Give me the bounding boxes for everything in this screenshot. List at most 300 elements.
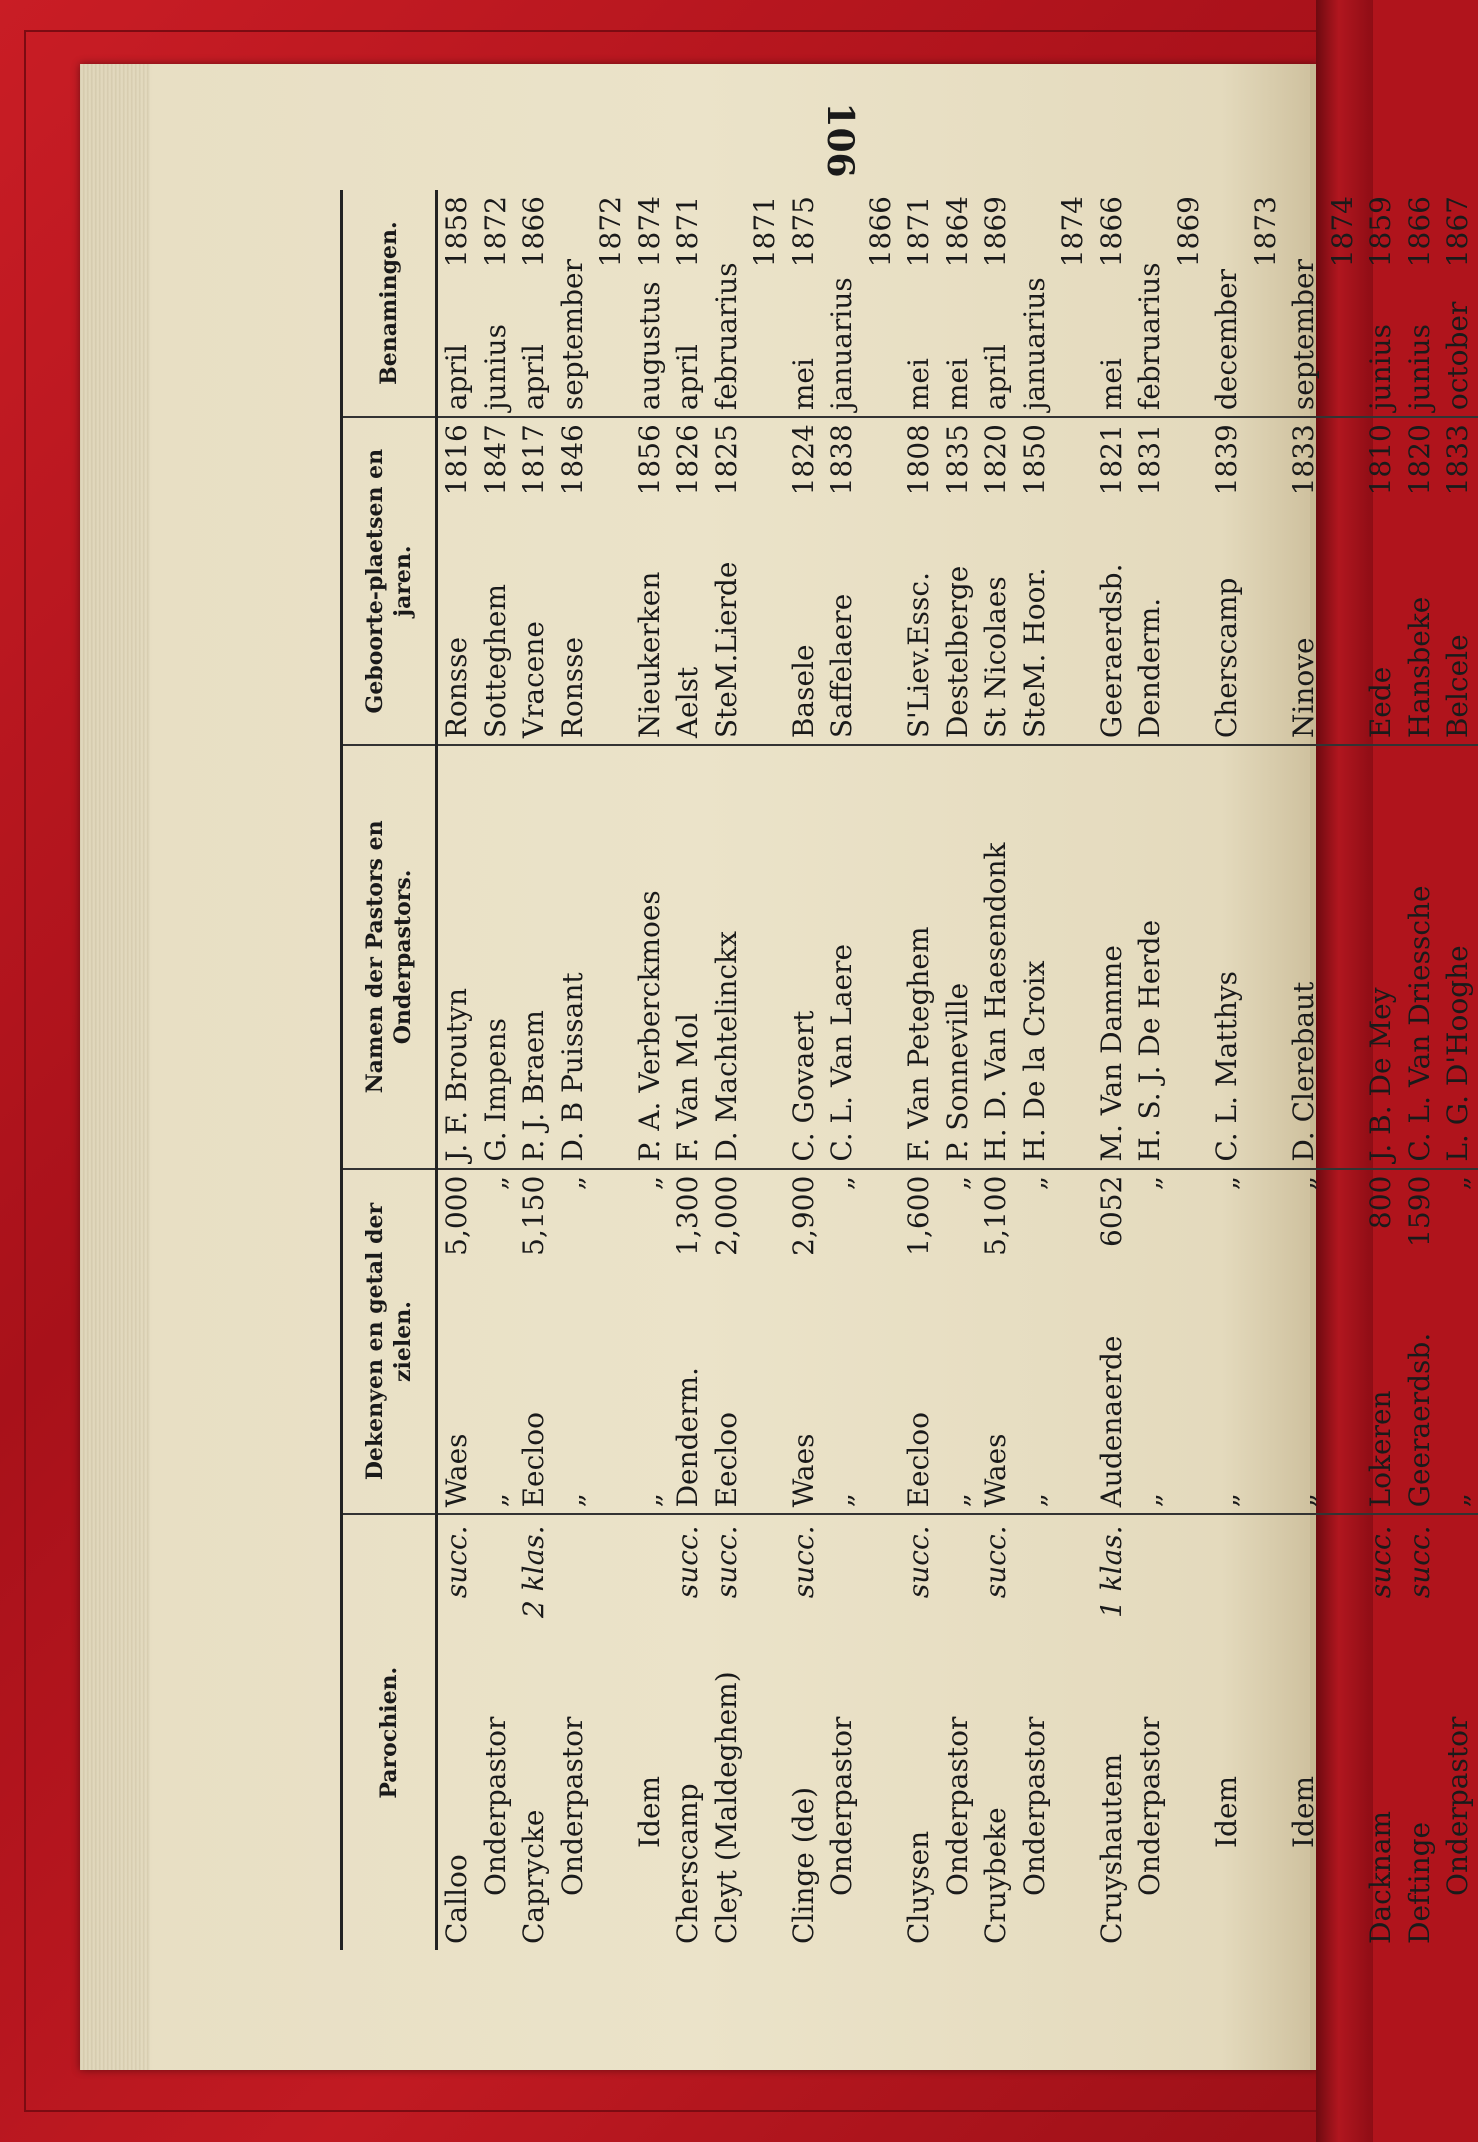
parish-name: Cluysen [902,1830,935,1944]
birth-cell [1401,417,1440,745]
soul-count: „ [1287,1175,1320,1191]
birth-place: Sotteghem [478,583,512,739]
parish-name: Onderpastor [555,1716,589,1896]
birth-place: St Nicolaes [979,576,1012,739]
table-row [1285,190,1362,1950]
pastor-name: H. S. J. De Herde [1133,919,1166,1162]
soul-count: 1590 [1402,1175,1436,1247]
succession-mark: succ. [786,1525,820,1599]
parish-name: Idem [1210,1775,1243,1848]
deanery-cell [437,1169,477,1515]
deanery-name: „ [940,1492,974,1508]
pastor-name: F. Van Mol [671,1013,704,1162]
birth-cell [977,417,1016,745]
birth-place: Destelberge [940,565,974,739]
appointment-cell [1208,190,1285,417]
appointment-year: 1869 [979,196,1012,268]
birth-cell [785,417,824,745]
birth-cell [477,417,516,745]
deanery-cell [785,1169,824,1515]
pastor-name-cell [1131,745,1208,1169]
table-row [939,190,978,1950]
table-row [785,190,824,1950]
pastor-name-cell [823,745,900,1169]
deanery-cell [515,1169,554,1515]
parish-cell [669,1514,708,1950]
parish-cell [708,1514,785,1950]
birth-year: 1810 [1364,424,1397,496]
appointment-cell [437,190,477,417]
pastor-name: D. Clerebaut [1287,981,1320,1162]
soul-count: 1,600 [902,1175,935,1256]
deanery-name: „ [825,1492,858,1508]
deanery-cell [977,1169,1016,1515]
birth-cell [1093,417,1132,745]
birth-place: Hansbeke [1402,596,1436,739]
birth-place: Cherscamp [1210,577,1243,739]
deanery-name: „ [555,1492,589,1508]
appointment-year: 1875 [786,196,820,268]
pastor-name-cell [554,745,631,1169]
deanery-cell [1131,1169,1208,1515]
pastor-name-cell [1093,745,1132,1169]
parish-name: Cherscamp [671,1783,704,1944]
table-row [1131,190,1208,1950]
birth-year: 1816 [440,424,473,496]
parish-cell [1362,1514,1401,1950]
pastor-name-cell [1016,745,1093,1169]
deanery-cell [1016,1169,1093,1515]
birth-year: 1831 [1133,424,1166,496]
appointment-month: februarius [709,262,743,411]
deanery-cell [554,1169,631,1515]
appointment-cell [554,190,631,417]
birth-year: 1820 [1402,424,1436,496]
appointment-month: mei [902,358,935,411]
appointment-month: augustus [632,281,666,411]
appointment-year: 1872 [594,196,627,268]
pastor-name-cell [785,745,824,1169]
soul-count: „ [825,1175,858,1191]
deanery-cell [1362,1169,1401,1515]
appointment-year: 1871 [671,196,704,268]
birth-place: Belcele [1441,634,1474,739]
soul-count: „ [1210,1175,1243,1191]
appointment-month: april [517,344,550,411]
succession-mark: succ. [979,1525,1012,1599]
parish-cell [515,1514,554,1950]
birth-year: 1821 [1094,424,1128,496]
birth-year: 1856 [632,424,666,496]
birth-cell [1362,417,1401,745]
parish-name: Clinge (de) [786,1786,820,1944]
birth-year: 1847 [478,424,512,496]
appointment-cell [900,190,939,417]
table-row [1401,190,1440,1950]
appointment-month: junius [1402,324,1436,411]
appointment-year: 1867 [1441,196,1474,268]
appointment-cell [1131,190,1208,417]
birth-cell [1439,417,1478,745]
soul-count: „ [478,1175,512,1191]
parish-cell [823,1514,900,1950]
parish-register-table [340,190,1478,1950]
pastor-name-cell [939,745,978,1169]
appointment-year: 1864 [940,196,974,268]
header-row [342,190,437,1950]
succession-mark: succ. [1402,1525,1436,1599]
table-row [1362,190,1401,1950]
birth-place: SteM. Hoor. [1017,567,1051,739]
soul-count: 5,150 [517,1175,550,1256]
soul-count: 2,900 [786,1175,820,1256]
parish-name: Onderpastor [1133,1716,1166,1896]
birth-cell [554,417,631,745]
soul-count: 800 [1364,1175,1397,1230]
table-row [631,190,670,1950]
deanery-name: Eecloo [902,1412,935,1508]
pastor-name: L. G. D'Hooghe [1441,945,1474,1162]
parish-name: Cruybeke [979,1807,1012,1944]
parish-name: Onderpastor [1441,1716,1474,1896]
appointment-cell [1439,190,1478,417]
birth-place: SteM.Lierde [709,561,743,739]
appointment-year: 1866 [517,196,550,268]
parish-cell [631,1514,670,1950]
register-page-content [340,190,1474,1950]
pastor-name: M. Van Damme [1094,945,1128,1162]
parish-name: Deftinge [1402,1821,1436,1944]
parish-cell [939,1514,978,1950]
birth-year: 1808 [902,424,935,496]
birth-year: 1833 [1441,424,1474,496]
pastor-name: G. Impens [478,1017,512,1162]
parish-class: 1 klas. [1094,1525,1128,1619]
deanery-cell [477,1169,516,1515]
parish-name: Onderpastor [478,1716,512,1896]
table-row [708,190,785,1950]
appointment-cell [708,190,785,417]
deanery-cell [939,1169,978,1515]
appointment-year: 1874 [1056,196,1089,268]
appointment-year: 1866 [863,196,897,268]
deanery-name: Lokeren [1364,1390,1397,1508]
table-row [900,190,939,1950]
deanery-name: Eecloo [517,1412,550,1508]
succession-mark: succ. [671,1525,704,1599]
pastor-name: J. B. De Mey [1364,987,1397,1162]
deanery-cell [1093,1169,1132,1515]
header-namen: Namen der Pastors en Onderpastors. [342,745,437,1169]
birth-year: 1826 [671,424,704,496]
birth-cell [823,417,900,745]
appointment-year: 1866 [1402,196,1436,268]
deanery-name: Waes [979,1433,1012,1508]
deanery-cell [1401,1169,1440,1515]
table-row [477,190,516,1950]
appointment-year: 1871 [748,196,781,268]
birth-cell [1285,417,1362,745]
appointment-cell [631,190,670,417]
appointment-cell [977,190,1016,417]
header-benamingen: Benamingen. [342,190,437,417]
appointment-cell [939,190,978,417]
soul-count: „ [940,1175,974,1191]
birth-year: 1838 [825,424,858,496]
register-rows [437,190,1478,1950]
table-row [515,190,554,1950]
deanery-cell [823,1169,900,1515]
deanery-name: „ [1287,1492,1320,1508]
deanery-cell [631,1169,670,1515]
appointment-month: januarius [825,277,858,411]
parish-cell [785,1514,824,1950]
birth-year: 1824 [786,424,820,496]
pastor-name: J. F. Broutyn [440,987,473,1162]
birth-place: Geeraerdsb. [1094,563,1128,739]
parish-cell [1285,1514,1362,1950]
table-row [823,190,900,1950]
deanery-name: „ [1210,1492,1243,1508]
deanery-cell [1208,1169,1285,1515]
birth-place: Saffelaere [825,593,858,739]
deanery-cell [1439,1169,1478,1515]
parish-cell [437,1514,477,1950]
pastor-name: P. A. Verberckmoes [632,890,666,1162]
deanery-name: Eecloo [709,1412,743,1508]
parish-name: Cleyt (Maldeghem) [709,1671,743,1944]
parish-cell [1439,1514,1478,1950]
appointment-cell [515,190,554,417]
birth-cell [515,417,554,745]
birth-cell [437,417,477,745]
pastor-name: F. Van Peteghem [902,926,935,1162]
soul-count: „ [1017,1175,1051,1191]
appointment-cell [1362,190,1401,417]
pastor-name-cell [1208,745,1285,1169]
table-row [977,190,1016,1950]
appointment-year: 1866 [1094,196,1128,268]
parish-cell [554,1514,631,1950]
deanery-name: „ [1017,1492,1051,1508]
appointment-month: mei [786,358,820,411]
birth-cell [1016,417,1093,745]
soul-count: „ [1133,1175,1166,1191]
birth-year: 1846 [555,424,589,496]
appointment-year: 1869 [1171,196,1205,268]
appointment-cell [1093,190,1132,417]
succession-mark: succ. [902,1525,935,1599]
appointment-cell [1285,190,1362,417]
table-row [1439,190,1478,1950]
table-row [1208,190,1285,1950]
soul-count: 2,000 [709,1175,743,1256]
birth-place: S'Liev.Essc. [902,572,935,739]
pastor-name: P. Sonneville [940,982,974,1162]
pastor-name: H. D. Van Haesendonk [979,842,1012,1162]
parish-cell [977,1514,1016,1950]
parish-class: 2 klas. [517,1525,550,1619]
appointment-year: 1871 [902,196,935,268]
deanery-cell [900,1169,939,1515]
appointment-year: 1859 [1364,196,1397,268]
appointment-year: 1873 [1248,196,1282,268]
deanery-name: Audenaerde [1094,1335,1128,1508]
pastor-name: D. B Puissant [555,972,589,1162]
appointment-cell [823,190,900,417]
birth-year: 1817 [517,424,550,496]
appointment-month: junius [478,324,512,411]
appointment-cell [477,190,516,417]
birth-year: 1833 [1287,424,1320,496]
appointment-month: mei [940,358,974,411]
pastor-name-cell [669,745,708,1169]
header-dekenyen: Dekenyen en getal der zielen. [342,1169,437,1515]
deanery-name: Waes [786,1433,820,1508]
parish-name: Onderpastor [940,1716,974,1896]
deanery-name: „ [1441,1492,1474,1508]
page-edges [80,64,150,2070]
parish-cell [1131,1514,1208,1950]
pastor-name: H. De la Croix [1017,960,1051,1162]
birth-year: 1835 [940,424,974,496]
pastor-name-cell [515,745,554,1169]
pastor-name: C. L. Van Laere [825,943,858,1162]
birth-place: Eede [1364,666,1397,739]
appointment-year: 1872 [478,196,512,268]
pastor-name-cell [708,745,785,1169]
soul-count: 1,300 [671,1175,704,1256]
birth-cell [669,417,708,745]
appointment-month: december [1210,268,1243,411]
soul-count: 5,000 [440,1175,473,1256]
birth-cell [631,417,670,745]
pastor-name: C. L. Van Driessche [1402,885,1436,1162]
deanery-name: „ [632,1492,666,1508]
table-row [554,190,631,1950]
pastor-name-cell [900,745,939,1169]
appointment-cell [1016,190,1093,417]
parish-name: Calloo [440,1854,473,1944]
parish-name: Onderpastor [825,1716,858,1896]
appointment-year: 1858 [440,196,473,268]
appointment-month: september [1287,259,1320,411]
header-geboorte: Geboorte-plaetsen en jaren. [342,417,437,745]
appointment-month: october [1441,301,1474,411]
pastor-name-cell [1401,745,1440,1169]
pastor-name-cell [977,745,1016,1169]
parish-name: Onderpastor [1017,1716,1051,1896]
parish-name: Dacknam [1364,1810,1397,1944]
pastor-name: C. L. Matthys [1210,970,1243,1162]
birth-year: 1825 [709,424,743,496]
birth-year: 1839 [1210,424,1243,496]
birth-place: Basele [786,644,820,739]
parish-cell [477,1514,516,1950]
pastor-name-cell [477,745,516,1169]
parish-cell [1401,1514,1440,1950]
appointment-month: junius [1364,324,1397,411]
soul-count: 6052 [1094,1175,1128,1247]
table-row [1016,190,1093,1950]
succession-mark: succ. [1364,1525,1397,1599]
appointment-cell [785,190,824,417]
table-row [669,190,708,1950]
soul-count: „ [632,1175,666,1191]
birth-cell [708,417,785,745]
pastor-name: C. Govaert [786,1010,820,1162]
pastor-name-cell [1439,745,1478,1169]
parish-name: Idem [1287,1775,1320,1848]
appointment-cell [1401,190,1440,417]
pastor-name-cell [1285,745,1362,1169]
appointment-cell [669,190,708,417]
appointment-month: april [979,344,1012,411]
appointment-month: februarius [1133,262,1166,411]
deanery-name: „ [478,1492,512,1508]
deanery-cell [669,1169,708,1515]
page-number: 106 [819,102,861,178]
birth-cell [939,417,978,745]
soul-count: „ [555,1175,589,1191]
birth-place: Ronsse [440,636,473,739]
birth-cell [1131,417,1208,745]
parish-name: Idem [632,1775,666,1848]
deanery-cell [1285,1169,1362,1515]
birth-place: Aelst [671,666,704,739]
soul-count: „ [1441,1175,1474,1191]
birth-place: Ninove [1287,637,1320,739]
parish-cell [900,1514,939,1950]
birth-year: 1850 [1017,424,1051,496]
appointment-month: september [555,259,589,411]
table-row [437,190,477,1950]
header-parochien: Parochien. [342,1514,437,1950]
appointment-year: 1874 [632,196,666,268]
birth-place: Nieukerken [632,571,666,739]
birth-year: 1820 [979,424,1012,496]
appointment-month: januarius [1017,277,1051,411]
parish-cell [1093,1514,1132,1950]
appointment-month: april [440,344,473,411]
birth-place: Vracene [517,621,550,739]
succession-mark: succ. [440,1525,473,1599]
parish-name: Cruyshautem [1094,1753,1128,1944]
soul-count: 5,100 [979,1175,1012,1256]
deanery-name: „ [1133,1492,1166,1508]
succession-mark: succ. [709,1525,743,1599]
birth-cell [900,417,939,745]
pastor-name-cell [437,745,477,1169]
appointment-month: mei [1094,358,1128,411]
deanery-name: Denderm. [671,1367,704,1508]
parish-name: Caprycke [517,1809,550,1944]
pastor-name-cell [1362,745,1401,1169]
birth-place: Denderm. [1133,597,1166,739]
birth-cell [1208,417,1285,745]
parish-cell [1208,1514,1285,1950]
pastor-name: P. J. Braem [517,1010,550,1162]
deanery-name: Waes [440,1433,473,1508]
pastor-name-cell [631,745,670,1169]
deanery-name: Geeraerdsb. [1402,1332,1436,1508]
table-row [1093,190,1132,1950]
birth-place: Ronsse [555,636,589,739]
appointment-month: april [671,344,704,411]
pastor-name: D. Machtelinckx [709,931,743,1162]
appointment-year: 1874 [1325,196,1359,268]
parish-cell [1016,1514,1093,1950]
